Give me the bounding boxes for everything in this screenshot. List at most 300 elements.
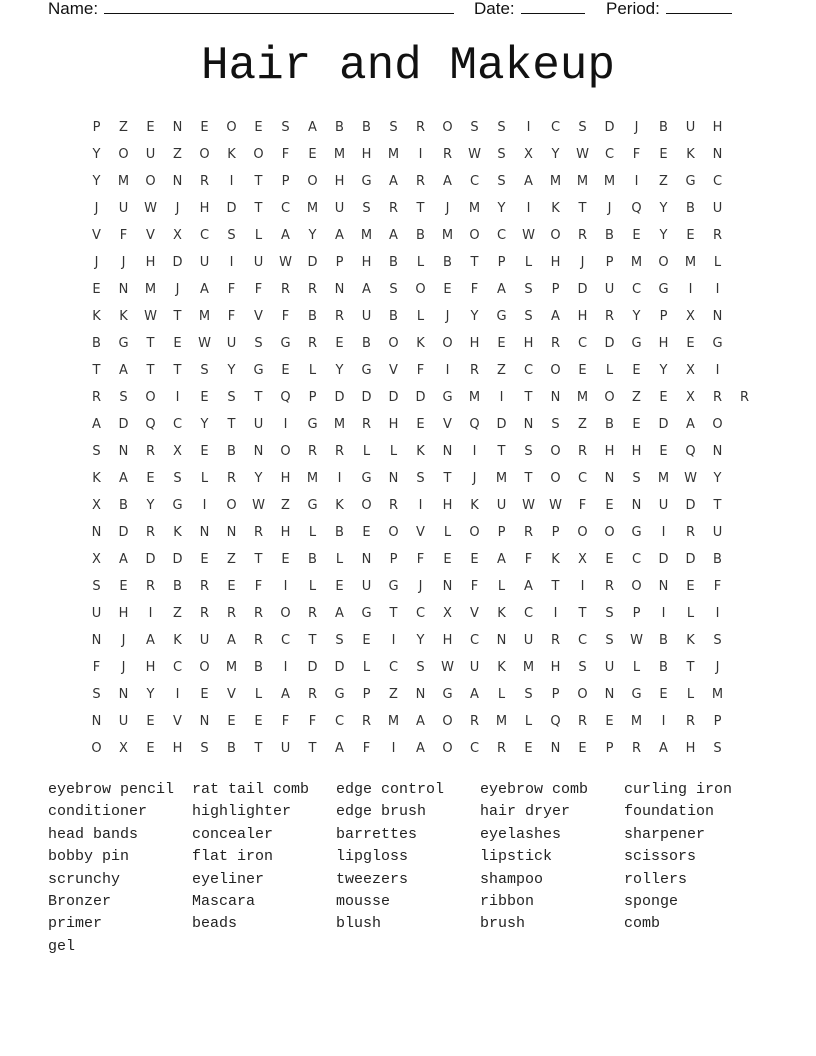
grid-cell[interactable]: M <box>576 390 589 405</box>
grid-cell[interactable]: U <box>712 201 723 216</box>
grid-cell[interactable]: L <box>308 363 317 378</box>
grid-cell[interactable]: E <box>470 552 479 567</box>
grid-cell[interactable]: T <box>146 336 155 351</box>
grid-cell[interactable]: G <box>658 282 669 297</box>
grid-cell[interactable]: S <box>173 471 182 486</box>
grid-cell[interactable]: Z <box>632 390 641 405</box>
grid-cell[interactable]: R <box>604 309 615 324</box>
name-field[interactable] <box>48 0 454 21</box>
grid-cell[interactable]: S <box>578 120 587 135</box>
grid-cell[interactable]: O <box>118 147 129 162</box>
grid-cell[interactable]: V <box>146 228 155 243</box>
grid-cell[interactable]: F <box>308 714 317 729</box>
grid-cell[interactable]: O <box>91 741 102 756</box>
grid-cell[interactable]: J <box>715 660 720 675</box>
grid-cell[interactable]: F <box>632 147 641 162</box>
grid-cell[interactable]: N <box>199 714 210 729</box>
grid-cell[interactable]: O <box>577 687 588 702</box>
grid-cell[interactable]: B <box>389 255 398 270</box>
grid-cell[interactable]: J <box>94 201 99 216</box>
grid-cell[interactable]: Y <box>659 363 668 378</box>
grid-cell[interactable]: L <box>254 687 263 702</box>
grid-cell[interactable]: I <box>715 363 720 378</box>
grid-cell[interactable]: R <box>226 606 237 621</box>
grid-cell[interactable]: H <box>280 471 291 486</box>
grid-cell[interactable]: A <box>308 120 317 135</box>
grid-cell[interactable]: R <box>442 147 453 162</box>
grid-cell[interactable]: L <box>200 471 209 486</box>
grid-cell[interactable]: O <box>550 228 561 243</box>
grid-cell[interactable]: R <box>226 471 237 486</box>
grid-cell[interactable]: S <box>335 633 344 648</box>
grid-cell[interactable]: U <box>361 579 372 594</box>
grid-cell[interactable]: W <box>522 498 535 513</box>
grid-cell[interactable]: U <box>604 660 615 675</box>
grid-cell[interactable]: H <box>361 147 372 162</box>
grid-cell[interactable]: P <box>308 390 317 405</box>
grid-cell[interactable]: N <box>523 417 534 432</box>
grid-cell[interactable]: T <box>308 741 317 756</box>
grid-cell[interactable]: U <box>253 255 264 270</box>
grid-cell[interactable]: T <box>308 633 317 648</box>
grid-cell[interactable]: B <box>659 633 668 648</box>
grid-cell[interactable]: O <box>604 525 615 540</box>
grid-cell[interactable]: M <box>576 174 589 189</box>
grid-cell[interactable]: R <box>253 606 264 621</box>
grid-cell[interactable]: A <box>686 417 695 432</box>
grid-cell[interactable]: T <box>254 552 263 567</box>
grid-cell[interactable]: S <box>416 660 425 675</box>
grid-cell[interactable]: R <box>145 525 156 540</box>
grid-cell[interactable]: K <box>119 309 128 324</box>
grid-cell[interactable]: B <box>254 660 263 675</box>
grid-cell[interactable]: O <box>199 147 210 162</box>
grid-cell[interactable]: B <box>92 336 101 351</box>
grid-cell[interactable]: I <box>229 255 234 270</box>
grid-cell[interactable]: G <box>172 498 183 513</box>
grid-cell[interactable]: P <box>551 525 560 540</box>
grid-cell[interactable]: Y <box>308 228 317 243</box>
grid-cell[interactable]: Y <box>416 633 425 648</box>
grid-cell[interactable]: E <box>146 741 155 756</box>
grid-cell[interactable]: S <box>389 282 398 297</box>
grid-cell[interactable]: P <box>551 687 560 702</box>
grid-cell[interactable]: H <box>145 255 156 270</box>
grid-cell[interactable]: I <box>472 444 477 459</box>
date-field[interactable] <box>474 0 585 21</box>
grid-cell[interactable]: H <box>172 741 183 756</box>
grid-cell[interactable]: K <box>551 552 560 567</box>
grid-cell[interactable]: V <box>416 525 425 540</box>
grid-cell[interactable]: T <box>254 390 263 405</box>
grid-cell[interactable]: Y <box>200 417 209 432</box>
grid-cell[interactable]: D <box>172 255 183 270</box>
grid-cell[interactable]: N <box>172 174 183 189</box>
grid-cell[interactable]: X <box>686 309 695 324</box>
grid-cell[interactable]: C <box>172 660 183 675</box>
grid-cell[interactable]: U <box>118 714 129 729</box>
grid-cell[interactable]: J <box>580 255 585 270</box>
grid-cell[interactable]: Y <box>146 498 155 513</box>
grid-cell[interactable]: E <box>254 714 263 729</box>
grid-cell[interactable]: K <box>335 498 344 513</box>
grid-cell[interactable]: A <box>659 741 668 756</box>
grid-cell[interactable]: H <box>361 255 372 270</box>
grid-cell[interactable]: X <box>443 606 452 621</box>
grid-cell[interactable]: R <box>361 417 372 432</box>
grid-cell[interactable]: B <box>308 309 317 324</box>
grid-cell[interactable]: E <box>335 336 344 351</box>
grid-cell[interactable]: T <box>551 579 560 594</box>
grid-cell[interactable]: A <box>200 282 209 297</box>
grid-cell[interactable]: W <box>630 633 643 648</box>
grid-cell[interactable]: K <box>470 498 479 513</box>
grid-cell[interactable]: I <box>688 282 693 297</box>
grid-cell[interactable]: G <box>442 390 453 405</box>
grid-cell[interactable]: Q <box>685 444 696 459</box>
grid-cell[interactable]: R <box>307 444 318 459</box>
grid-cell[interactable]: W <box>279 255 292 270</box>
grid-cell[interactable]: S <box>632 471 641 486</box>
grid-cell[interactable]: Z <box>659 174 668 189</box>
period-blank[interactable] <box>666 0 732 14</box>
grid-cell[interactable]: B <box>362 336 371 351</box>
grid-cell[interactable]: D <box>334 660 345 675</box>
grid-cell[interactable]: I <box>229 174 234 189</box>
grid-cell[interactable]: C <box>523 606 534 621</box>
grid-cell[interactable]: U <box>118 201 129 216</box>
grid-cell[interactable]: S <box>524 309 533 324</box>
grid-cell[interactable]: B <box>335 525 344 540</box>
grid-cell[interactable]: L <box>686 606 695 621</box>
grid-cell[interactable]: X <box>524 147 533 162</box>
grid-cell[interactable]: B <box>713 552 722 567</box>
grid-cell[interactable]: K <box>497 606 506 621</box>
grid-cell[interactable]: N <box>361 552 372 567</box>
grid-cell[interactable]: B <box>308 552 317 567</box>
grid-cell[interactable]: F <box>227 282 236 297</box>
grid-cell[interactable]: S <box>227 228 236 243</box>
grid-cell[interactable]: M <box>144 282 157 297</box>
grid-cell[interactable]: E <box>146 471 155 486</box>
grid-cell[interactable]: L <box>524 714 533 729</box>
grid-cell[interactable]: O <box>280 606 291 621</box>
grid-cell[interactable]: O <box>577 525 588 540</box>
grid-cell[interactable]: Z <box>578 417 587 432</box>
grid-cell[interactable]: F <box>713 579 722 594</box>
grid-cell[interactable]: X <box>92 498 101 513</box>
grid-cell[interactable]: F <box>254 282 263 297</box>
grid-cell[interactable]: Y <box>470 309 479 324</box>
grid-cell[interactable]: R <box>415 174 426 189</box>
grid-cell[interactable]: E <box>308 147 317 162</box>
grid-cell[interactable]: X <box>173 444 182 459</box>
grid-cell[interactable]: M <box>333 417 346 432</box>
grid-cell[interactable]: I <box>148 606 153 621</box>
grid-cell[interactable]: M <box>360 228 373 243</box>
grid-cell[interactable]: M <box>306 201 319 216</box>
grid-cell[interactable]: E <box>362 525 371 540</box>
grid-cell[interactable]: M <box>306 471 319 486</box>
grid-cell[interactable]: N <box>658 579 669 594</box>
grid-cell[interactable]: L <box>443 525 452 540</box>
grid-cell[interactable]: O <box>280 444 291 459</box>
grid-cell[interactable]: D <box>172 552 183 567</box>
grid-cell[interactable]: X <box>173 228 182 243</box>
grid-cell[interactable]: G <box>253 363 264 378</box>
grid-cell[interactable]: E <box>173 336 182 351</box>
grid-cell[interactable]: H <box>550 660 561 675</box>
grid-cell[interactable]: D <box>145 552 156 567</box>
grid-cell[interactable]: B <box>227 741 236 756</box>
grid-cell[interactable]: E <box>686 579 695 594</box>
grid-cell[interactable]: T <box>416 201 425 216</box>
grid-cell[interactable]: U <box>604 282 615 297</box>
grid-cell[interactable]: S <box>497 174 506 189</box>
grid-cell[interactable]: P <box>281 174 290 189</box>
grid-cell[interactable]: E <box>605 498 614 513</box>
grid-cell[interactable]: W <box>684 471 697 486</box>
grid-cell[interactable]: F <box>119 228 128 243</box>
grid-cell[interactable]: H <box>334 174 345 189</box>
grid-cell[interactable]: T <box>389 606 398 621</box>
grid-cell[interactable]: G <box>442 687 453 702</box>
grid-cell[interactable]: U <box>685 120 696 135</box>
grid-cell[interactable]: T <box>146 363 155 378</box>
grid-cell[interactable]: D <box>658 552 669 567</box>
grid-cell[interactable]: S <box>605 633 614 648</box>
grid-cell[interactable]: Z <box>497 363 506 378</box>
grid-cell[interactable]: C <box>172 417 183 432</box>
grid-cell[interactable]: X <box>578 552 587 567</box>
grid-cell[interactable]: U <box>226 336 237 351</box>
grid-cell[interactable]: D <box>361 390 372 405</box>
grid-cell[interactable]: J <box>175 201 180 216</box>
grid-cell[interactable]: T <box>227 417 236 432</box>
grid-cell[interactable]: L <box>632 660 641 675</box>
grid-cell[interactable]: H <box>712 120 723 135</box>
grid-cell[interactable]: G <box>388 579 399 594</box>
grid-cell[interactable]: B <box>443 255 452 270</box>
grid-cell[interactable]: B <box>659 120 668 135</box>
grid-cell[interactable]: H <box>199 201 210 216</box>
grid-cell[interactable]: R <box>550 633 561 648</box>
grid-cell[interactable]: S <box>497 120 506 135</box>
grid-cell[interactable]: C <box>469 633 480 648</box>
grid-cell[interactable]: C <box>631 552 642 567</box>
grid-cell[interactable]: W <box>576 147 589 162</box>
grid-cell[interactable]: L <box>416 309 425 324</box>
grid-cell[interactable]: H <box>118 606 129 621</box>
grid-cell[interactable]: B <box>362 120 371 135</box>
grid-cell[interactable]: R <box>361 714 372 729</box>
grid-cell[interactable]: C <box>577 471 588 486</box>
grid-cell[interactable]: M <box>468 201 481 216</box>
grid-cell[interactable]: C <box>469 174 480 189</box>
grid-cell[interactable]: A <box>119 471 128 486</box>
grid-cell[interactable]: C <box>523 363 534 378</box>
grid-cell[interactable]: E <box>632 228 641 243</box>
grid-cell[interactable]: M <box>522 660 535 675</box>
grid-cell[interactable]: N <box>496 633 507 648</box>
grid-cell[interactable]: B <box>335 120 344 135</box>
grid-cell[interactable]: T <box>686 660 695 675</box>
grid-cell[interactable]: A <box>551 309 560 324</box>
grid-cell[interactable]: T <box>470 255 479 270</box>
grid-cell[interactable]: H <box>523 336 534 351</box>
grid-cell[interactable]: S <box>524 282 533 297</box>
grid-cell[interactable]: W <box>252 498 265 513</box>
grid-cell[interactable]: E <box>254 120 263 135</box>
grid-cell[interactable]: I <box>526 120 531 135</box>
grid-cell[interactable]: R <box>685 714 696 729</box>
grid-cell[interactable]: S <box>389 120 398 135</box>
grid-cell[interactable]: R <box>280 282 291 297</box>
grid-cell[interactable]: Q <box>469 417 480 432</box>
grid-cell[interactable]: N <box>631 498 642 513</box>
grid-cell[interactable]: M <box>657 471 670 486</box>
grid-cell[interactable]: K <box>497 660 506 675</box>
grid-cell[interactable]: C <box>550 120 561 135</box>
grid-cell[interactable]: D <box>307 255 318 270</box>
grid-cell[interactable]: H <box>631 444 642 459</box>
grid-cell[interactable]: W <box>144 201 157 216</box>
grid-cell[interactable]: H <box>145 660 156 675</box>
grid-cell[interactable]: O <box>415 282 426 297</box>
grid-cell[interactable]: S <box>200 741 209 756</box>
grid-cell[interactable]: J <box>418 579 423 594</box>
grid-cell[interactable]: B <box>416 228 425 243</box>
grid-cell[interactable]: U <box>199 633 210 648</box>
grid-cell[interactable]: T <box>254 174 263 189</box>
grid-cell[interactable]: D <box>577 282 588 297</box>
grid-cell[interactable]: K <box>92 471 101 486</box>
grid-cell[interactable]: R <box>307 606 318 621</box>
grid-cell[interactable]: G <box>631 525 642 540</box>
grid-cell[interactable]: G <box>361 363 372 378</box>
grid-cell[interactable]: U <box>280 741 291 756</box>
grid-cell[interactable]: R <box>334 444 345 459</box>
grid-cell[interactable]: R <box>145 444 156 459</box>
grid-cell[interactable]: I <box>661 525 666 540</box>
grid-cell[interactable]: N <box>550 741 561 756</box>
grid-cell[interactable]: E <box>119 579 128 594</box>
grid-cell[interactable]: M <box>630 714 643 729</box>
grid-cell[interactable]: M <box>333 147 346 162</box>
grid-cell[interactable]: T <box>713 498 722 513</box>
grid-cell[interactable]: A <box>335 606 344 621</box>
grid-cell[interactable]: L <box>416 255 425 270</box>
grid-cell[interactable]: L <box>389 444 398 459</box>
grid-cell[interactable]: E <box>659 687 668 702</box>
grid-cell[interactable]: L <box>308 579 317 594</box>
name-blank[interactable] <box>104 0 454 14</box>
grid-cell[interactable]: R <box>199 174 210 189</box>
grid-cell[interactable]: H <box>685 741 696 756</box>
grid-cell[interactable]: G <box>307 498 318 513</box>
grid-cell[interactable]: T <box>578 201 587 216</box>
grid-cell[interactable]: D <box>118 525 129 540</box>
grid-cell[interactable]: R <box>334 309 345 324</box>
grid-cell[interactable]: I <box>283 417 288 432</box>
grid-cell[interactable]: V <box>227 687 236 702</box>
grid-cell[interactable]: H <box>280 525 291 540</box>
grid-cell[interactable]: N <box>388 471 399 486</box>
grid-cell[interactable]: S <box>551 417 560 432</box>
grid-cell[interactable]: J <box>121 660 126 675</box>
grid-cell[interactable]: N <box>334 282 345 297</box>
grid-cell[interactable]: X <box>686 390 695 405</box>
grid-cell[interactable]: T <box>524 390 533 405</box>
grid-cell[interactable]: D <box>307 660 318 675</box>
grid-cell[interactable]: D <box>496 417 507 432</box>
grid-cell[interactable]: I <box>391 633 396 648</box>
grid-cell[interactable]: B <box>605 228 614 243</box>
grid-cell[interactable]: D <box>604 336 615 351</box>
grid-cell[interactable]: O <box>145 390 156 405</box>
grid-cell[interactable]: W <box>522 228 535 243</box>
grid-cell[interactable]: R <box>712 390 723 405</box>
grid-cell[interactable]: M <box>603 174 616 189</box>
grid-cell[interactable]: N <box>226 525 237 540</box>
grid-cell[interactable]: Y <box>227 363 236 378</box>
grid-cell[interactable]: C <box>415 606 426 621</box>
grid-cell[interactable]: R <box>415 120 426 135</box>
grid-cell[interactable]: E <box>281 363 290 378</box>
grid-cell[interactable]: D <box>658 417 669 432</box>
grid-cell[interactable]: R <box>199 579 210 594</box>
grid-cell[interactable]: Y <box>659 201 668 216</box>
grid-cell[interactable]: O <box>253 147 264 162</box>
grid-cell[interactable]: O <box>550 444 561 459</box>
grid-cell[interactable]: K <box>686 633 695 648</box>
grid-cell[interactable]: S <box>362 201 371 216</box>
grid-cell[interactable]: R <box>577 714 588 729</box>
grid-cell[interactable]: R <box>91 390 102 405</box>
grid-cell[interactable]: F <box>281 309 290 324</box>
grid-cell[interactable]: P <box>335 255 344 270</box>
grid-cell[interactable]: R <box>604 579 615 594</box>
grid-cell[interactable]: G <box>361 606 372 621</box>
grid-cell[interactable]: J <box>121 255 126 270</box>
grid-cell[interactable]: O <box>442 336 453 351</box>
grid-cell[interactable]: I <box>175 390 180 405</box>
grid-cell[interactable]: R <box>388 498 399 513</box>
grid-cell[interactable]: R <box>685 525 696 540</box>
grid-cell[interactable]: P <box>551 282 560 297</box>
grid-cell[interactable]: Z <box>119 120 128 135</box>
grid-cell[interactable]: H <box>577 309 588 324</box>
grid-cell[interactable]: R <box>577 228 588 243</box>
grid-cell[interactable]: B <box>605 417 614 432</box>
grid-cell[interactable]: P <box>497 255 506 270</box>
grid-cell[interactable]: O <box>712 417 723 432</box>
grid-cell[interactable]: Z <box>281 498 290 513</box>
grid-cell[interactable]: N <box>415 687 426 702</box>
grid-cell[interactable]: D <box>685 552 696 567</box>
grid-cell[interactable]: V <box>470 606 479 621</box>
grid-cell[interactable]: L <box>713 255 722 270</box>
grid-cell[interactable]: K <box>551 201 560 216</box>
grid-cell[interactable]: E <box>686 228 695 243</box>
grid-cell[interactable]: R <box>631 741 642 756</box>
grid-cell[interactable]: R <box>523 525 534 540</box>
grid-cell[interactable]: O <box>550 471 561 486</box>
grid-cell[interactable]: P <box>632 606 641 621</box>
grid-cell[interactable]: D <box>334 390 345 405</box>
grid-cell[interactable]: M <box>198 309 211 324</box>
grid-cell[interactable]: F <box>254 579 263 594</box>
